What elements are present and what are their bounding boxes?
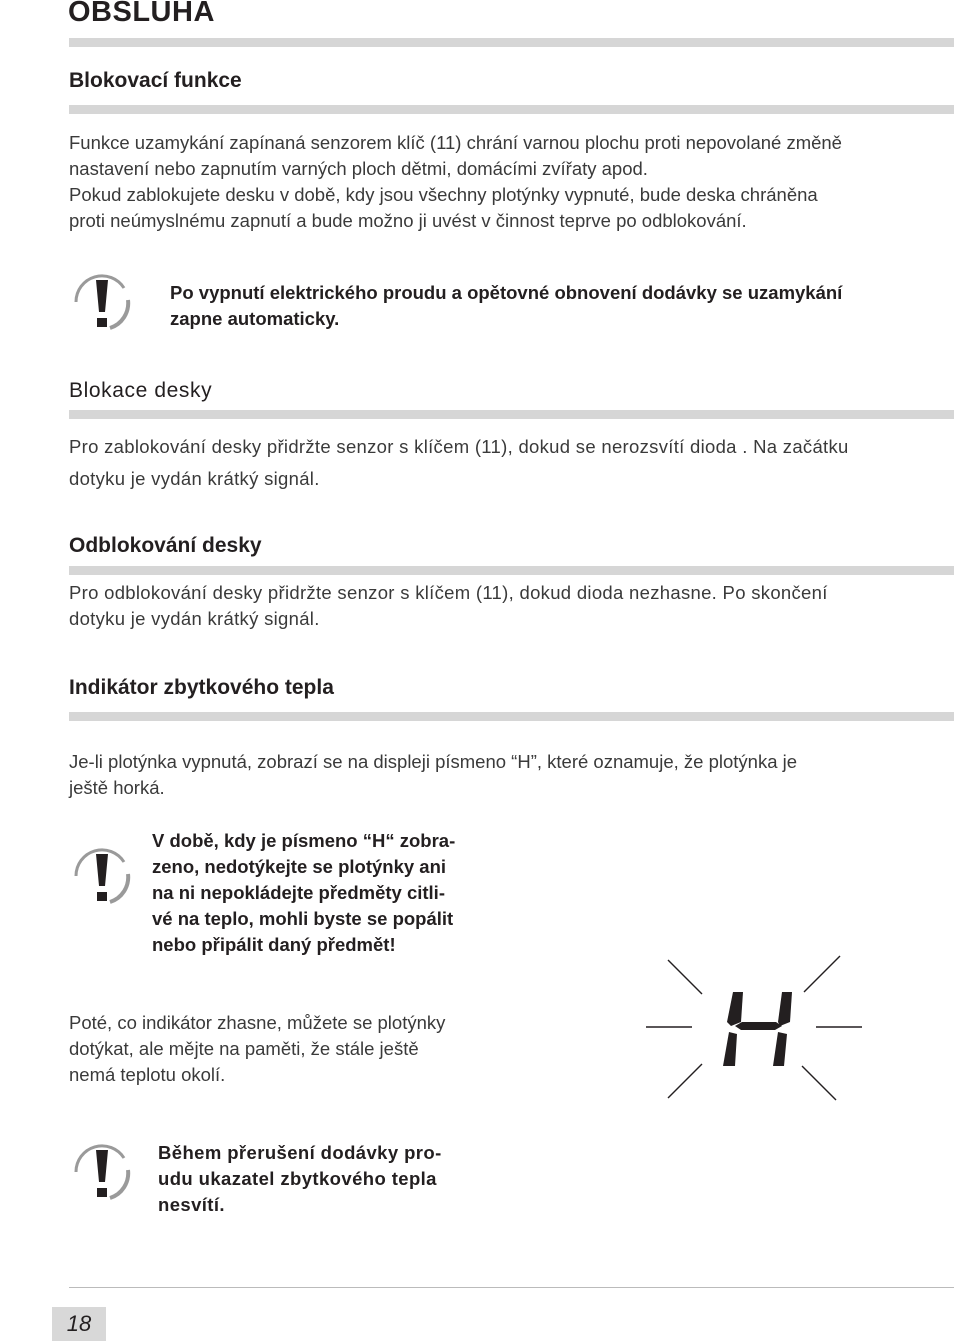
seven-segment-h [723, 992, 792, 1066]
page-number-box [52, 1307, 106, 1341]
unblock-paragraph [69, 580, 959, 632]
text-line: nemá teplotu okolí. [69, 1064, 226, 1085]
text-line: Pokud zablokujete desku v době, kdy jsou všechny plotýnky vypnuté, bude deska chráněna [69, 184, 818, 205]
warning-power-interruption [158, 1140, 518, 1218]
section-heading-block: Blokace desky [69, 379, 213, 402]
section-heading-residual-heat: Indikátor zbytkového tepla [69, 676, 334, 699]
page-title: OBSLUHA [68, 0, 215, 28]
warning-line: Během přerušení dodávky pro- [158, 1142, 442, 1163]
section-divider [69, 712, 954, 721]
section-divider [69, 566, 954, 575]
warning-line: V době, kdy je písmeno “H“ zobra- [152, 830, 456, 851]
text-line: dotyku je vydán krátký signál. [69, 468, 320, 489]
residual-heat-paragraph [69, 749, 959, 801]
warning-power-restore [170, 280, 960, 332]
text-line: dotýkat, ale mějte na paměti, že stále ještě [69, 1038, 419, 1059]
text-line: proti neúmyslnému zapnutí a bude možno ji uvést v činnost teprve po odblokování. [69, 210, 747, 231]
title-divider [69, 38, 954, 47]
text-line: nastavení nebo zapnutím varných ploch dětmi, domácími zvířaty apod. [69, 158, 648, 179]
text-line: ještě horká. [69, 777, 165, 798]
text-line: dotyku je vydán krátký signál. [69, 608, 320, 629]
footer-divider [69, 1287, 954, 1288]
exclamation-circle-icon [66, 1136, 138, 1208]
section-divider [69, 410, 954, 419]
block-paragraph [69, 431, 959, 495]
section-heading-lock-function: Blokovací funkce [69, 69, 242, 92]
text-line: Poté, co indikátor zhasne, můžete se plotýnky [69, 1012, 446, 1033]
after-indicator-paragraph [69, 1010, 509, 1088]
exclamation-circle-icon [66, 266, 138, 338]
section-heading-unblock: Odblokování desky [69, 534, 262, 557]
warning-line: Po vypnutí elektrického proudu a opětovné obnovení dodávky se uzamykání [170, 282, 843, 303]
text-line: Je-li plotýnka vypnutá, zobrazí se na displeji písmeno “H”, které oznamuje, že plotýnka je [69, 751, 798, 772]
warning-line: vé na teplo, mohli byste se popálit [152, 908, 454, 929]
warning-line: na ni nepokládejte předměty citli- [152, 882, 445, 903]
display-letter: H [754, 945, 756, 947]
text-line: Funkce uzamykání zapínaná senzorem klíč (11) chrání varnou plochu proti nepovolané změně [69, 132, 842, 153]
text-line: Pro zablokování desky přidržte senzor s klíčem (11), dokud se nerozsvítí dioda . Na začátku [69, 436, 849, 457]
warning-line: nebo připálit daný předmět! [152, 934, 396, 955]
warning-do-not-touch [152, 828, 512, 958]
exclamation-circle-icon [66, 840, 138, 912]
h-display-illustration [640, 945, 870, 1108]
lock-function-paragraph [69, 130, 959, 234]
warning-line: zeno, nedotýkejte se plotýnky ani [152, 856, 447, 877]
page-number: 18 [66, 1311, 92, 1336]
text-line: Pro odblokování desky přidržte senzor s klíčem (11), dokud dioda nezhasne. Po skončení [69, 582, 828, 603]
warning-line: nesvítí. [158, 1194, 225, 1215]
warning-line: zapne automaticky. [170, 308, 340, 329]
section-divider [69, 105, 954, 114]
warning-line: udu ukazatel zbytkového tepla [158, 1168, 437, 1189]
